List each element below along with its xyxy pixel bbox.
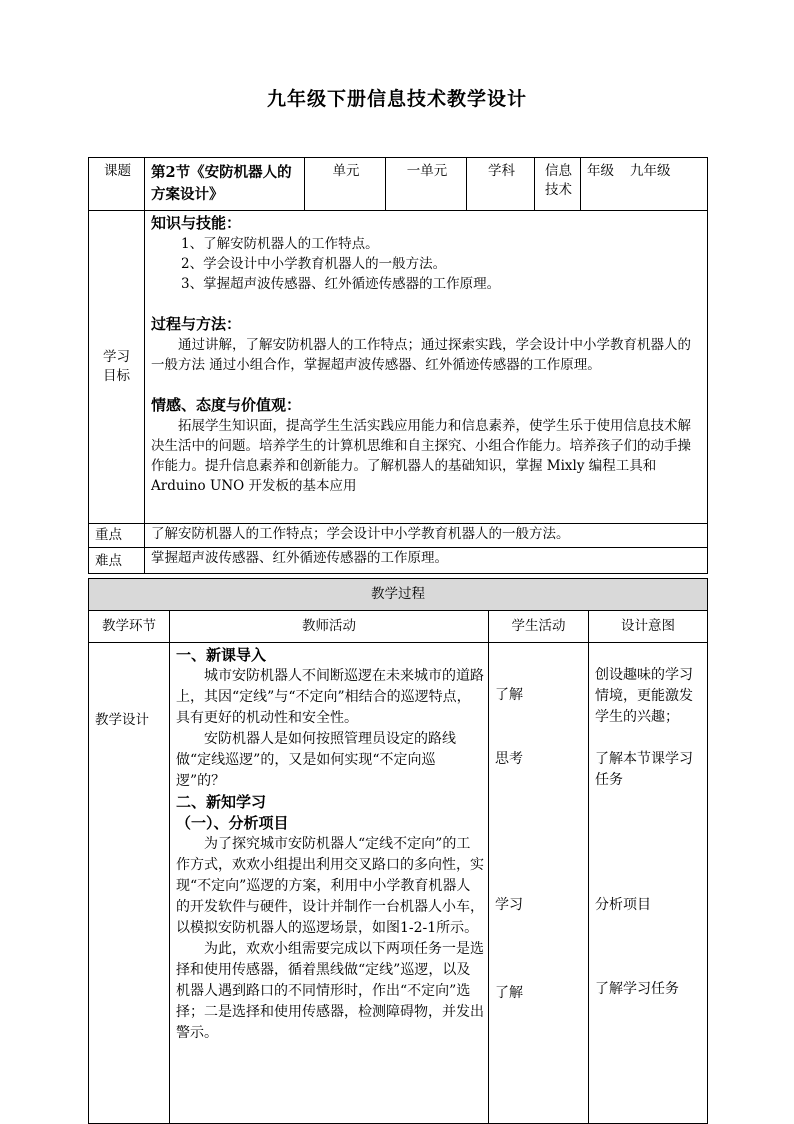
student-activity-item: 思考: [495, 751, 523, 767]
student-activity-item: 学习: [495, 897, 523, 913]
subject-value: 信息技术: [535, 158, 581, 211]
lesson-label: 课题: [89, 158, 145, 211]
new-learning-heading: 二、新知学习: [176, 793, 267, 811]
student-activity-item: 了解: [495, 985, 523, 1001]
design-intent-item: 了解本节课学习任务: [595, 751, 693, 788]
key-point-text: 了解安防机器人的工作特点；学会设计中小学教育机器人的一般方法。: [145, 524, 708, 548]
design-intent-item: 创设趣味的学习情境，更能激发学生的兴趣；: [595, 667, 693, 725]
process-title: 教学过程: [89, 579, 708, 611]
grade-label: 年级: [587, 163, 614, 179]
knowledge-item: 2、学会设计中小学教育机器人的一般方法。: [181, 256, 447, 272]
objectives-label: 学习目标: [89, 211, 145, 524]
analysis-paragraph: 为了探究城市安防机器人“定线不定向”的工作方式，欢欢小组提出利用交叉路口的多向性，实现“不定向”巡逻的方案，利用中小学教育机器人的开发软件与硬件，设计并制作一台机器人小车，以模拟安防机器人的巡逻场景，如图1-2-1所示。: [176, 836, 484, 936]
grade-value: 九年级: [630, 163, 671, 179]
header-row: [89, 158, 708, 211]
key-point-label: 重点: [89, 524, 145, 548]
lesson-info-table: [88, 157, 708, 574]
emotion-text: 拓展学生知识面，提高学生生活实践应用能力和信息素养，使学生乐于使用信息技术解决生活中的问题。培养学生的计算机思维和自主探究、小组合作能力。培养孩子们的动手操作能力。提升信息素养和创新能力。了解机器人的基础知识，掌握 Mixly 编程工具和 Arduino UNO 开发板的基本应用: [151, 418, 691, 494]
unit-value: 一单元: [386, 158, 467, 211]
knowledge-item: 3、掌握超声波传感器、红外循迹传感器的工作原理。: [181, 276, 501, 292]
difficult-point-label: 难点: [89, 548, 145, 574]
student-activity-cell: [489, 643, 589, 1124]
objectives-row: [89, 211, 708, 524]
process-header-row: [89, 611, 708, 643]
teaching-process-table: [88, 578, 708, 1124]
design-intent-item: 分析项目: [595, 897, 651, 913]
lesson-value: 第2节《安防机器人的方案设计》: [145, 158, 305, 211]
intro-paragraph: 城市安防机器人不间断巡逻在未来城市的道路上，其因“定线”与“不定向”相结合的巡逻特点，具有更好的机动性和安全性。: [176, 668, 484, 726]
emotion-title: 情感、态度与价值观：: [151, 396, 302, 414]
col-stage-header: 教学环节: [89, 611, 170, 643]
design-intent-item: 了解学习任务: [595, 981, 679, 997]
task-paragraph: 为此，欢欢小组需要完成以下两项任务一是选择和使用传感器，循着黑线做“定线”巡逻，以及机器人遇到路口的不同情形时，作出“不定向”选择；二是选择和使用传感器，检测障碍物，并发出警示。: [176, 941, 484, 1041]
subject-label: 学科: [467, 158, 535, 211]
intro-question: 安防机器人是如何按照管理员设定的路线做“定线巡逻”的，又是如何实现“不定向巡逻”的？: [176, 731, 456, 789]
process-text: 通过讲解，了解安防机器人的工作特点；通过探索实践，学会设计中小学教育机器人的一般方法 通过小组合作，掌握超声波传感器、红外循迹传感器的工作原理。: [151, 337, 691, 373]
intro-heading: 一、新课导入: [176, 646, 267, 664]
analysis-heading: （一）、分析项目: [176, 814, 289, 832]
grade-cell: [581, 158, 708, 211]
unit-label: 单元: [305, 158, 386, 211]
key-point-row: [89, 524, 708, 548]
document-title: 九年级下册信息技术教学设计: [266, 88, 527, 110]
process-title: 过程与方法：: [151, 315, 242, 333]
difficult-point-row: [89, 548, 708, 574]
col-student-header: 学生活动: [489, 611, 589, 643]
design-intent-cell: [589, 643, 708, 1124]
col-teacher-header: 教师活动: [170, 611, 489, 643]
knowledge-title: 知识与技能：: [151, 214, 242, 232]
objectives-content: [145, 211, 708, 524]
knowledge-item: 1、了解安防机器人的工作特点。: [181, 236, 379, 252]
process-title-row: [89, 579, 708, 611]
col-intent-header: 设计意图: [589, 611, 708, 643]
teacher-activity-cell: [170, 643, 489, 1124]
student-activity-item: 了解: [495, 687, 523, 703]
process-content-row: [89, 643, 708, 1124]
difficult-point-text: 掌握超声波传感器、红外循迹传感器的工作原理。: [145, 548, 708, 574]
stage-cell: 教学设计: [89, 643, 170, 1124]
